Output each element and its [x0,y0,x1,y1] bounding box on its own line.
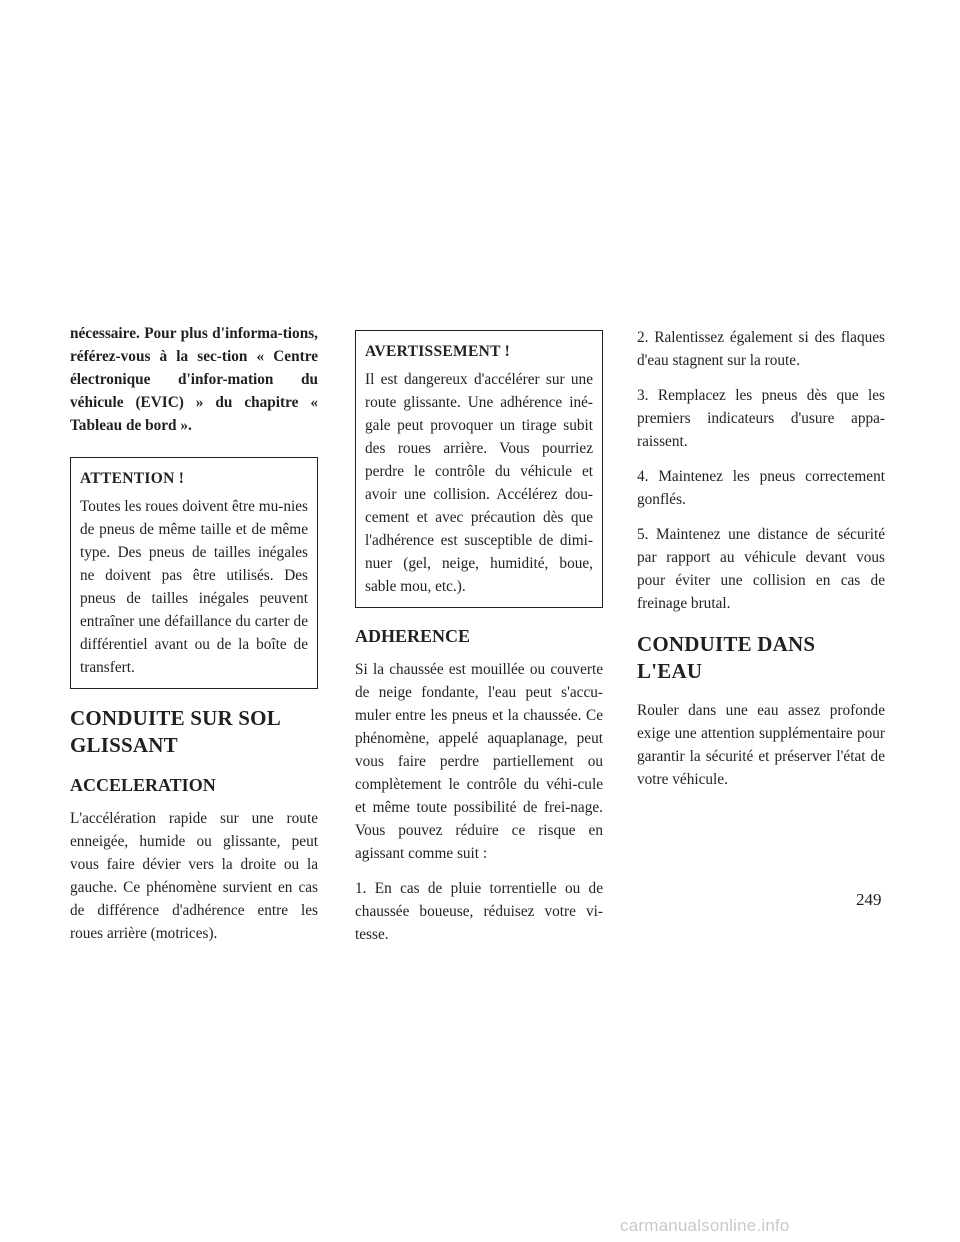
water-paragraph: Rouler dans une eau assez profonde exige une attention supplémentaire pour garantir la sécurité et préserver l'état de votre véhicule. [637,702,885,788]
list-item-2: 2. Ralentissez également si des flaques d'eau stagnent sur la route. [637,329,885,369]
list-item-3: 3. Remplacez les pneus dès que les premiers indicateurs d'usure appa-raissent. [637,387,885,450]
heading-water-driving: CONDUITE DANS L'EAU [637,632,816,683]
subheading-acceleration: ACCELERATION [70,775,216,795]
warning-title: AVERTISSEMENT ! [365,343,511,360]
heading-slippery-driving: CONDUITE SUR SOL GLISSANT [70,706,280,757]
column-left [70,322,318,957]
warning-text: Il est dangereux d'accélérer sur une route glissante. Une adhérence iné-gale peut provoquer un tirage subit des roues arrière. Vous pourriez perdre le contrôle du véhicule et avoir une collision. Accélérez dou-cement et avec précaution dès que l'adhérence est susceptible de dimi-nuer (gel, neige, humidité, boue, sable mou, etc.). [365,371,593,595]
column-middle [355,330,603,958]
page-number: 249 [856,890,882,909]
attention-box [70,457,318,689]
column-right [637,326,885,803]
warning-box [355,330,603,608]
watermark-text: carmanualsonline.info [620,1216,790,1235]
attention-text: Toutes les roues doivent être mu-nies de pneus de même taille et de même type. Des pneus de tailles inégales ne doivent pas être utilisés. Des pneus de tailles inégales peuvent entraîner une défaillance du carter de différentiel avant ou de la boîte de transfert. [80,498,308,676]
attention-title: ATTENTION ! [80,470,185,487]
list-item-1: 1. En cas de pluie torrentielle ou de chaussée boueuse, réduisez votre vi-tesse. [355,880,603,943]
list-item-4: 4. Maintenez les pneus correctement gonflés. [637,468,885,508]
intro-paragraph: nécessaire. Pour plus d'informa-tions, référez-vous à la sec-tion « Centre électronique d'infor-mation du véhicule (EVIC) » du chapitre « Tableau de bord ». [70,325,318,434]
acceleration-paragraph: L'accélération rapide sur une route enneigée, humide ou glissante, peut vous faire dévier vers la droite ou la gauche. Ce phénomène survient en cas de différence d'adhérence entre les roues arrière (motrices). [70,810,318,942]
adherence-paragraph: Si la chaussée est mouillée ou couverte de neige fondante, l'eau peut s'accu-muler entre les pneus et la chaussée. Ce phénomène, appelé aquaplanage, peut vous faire perdre partiellement ou complètement le contrôle du véhi-cule et même toute possibilité de frei-nage. Vous pouvez réduire ce risque en agissant comme suit : [355,661,603,862]
subheading-adherence: ADHERENCE [355,626,471,646]
list-item-5: 5. Maintenez une distance de sécurité par rapport au véhicule devant vous pour éviter une collision en cas de freinage brutal. [637,526,885,612]
